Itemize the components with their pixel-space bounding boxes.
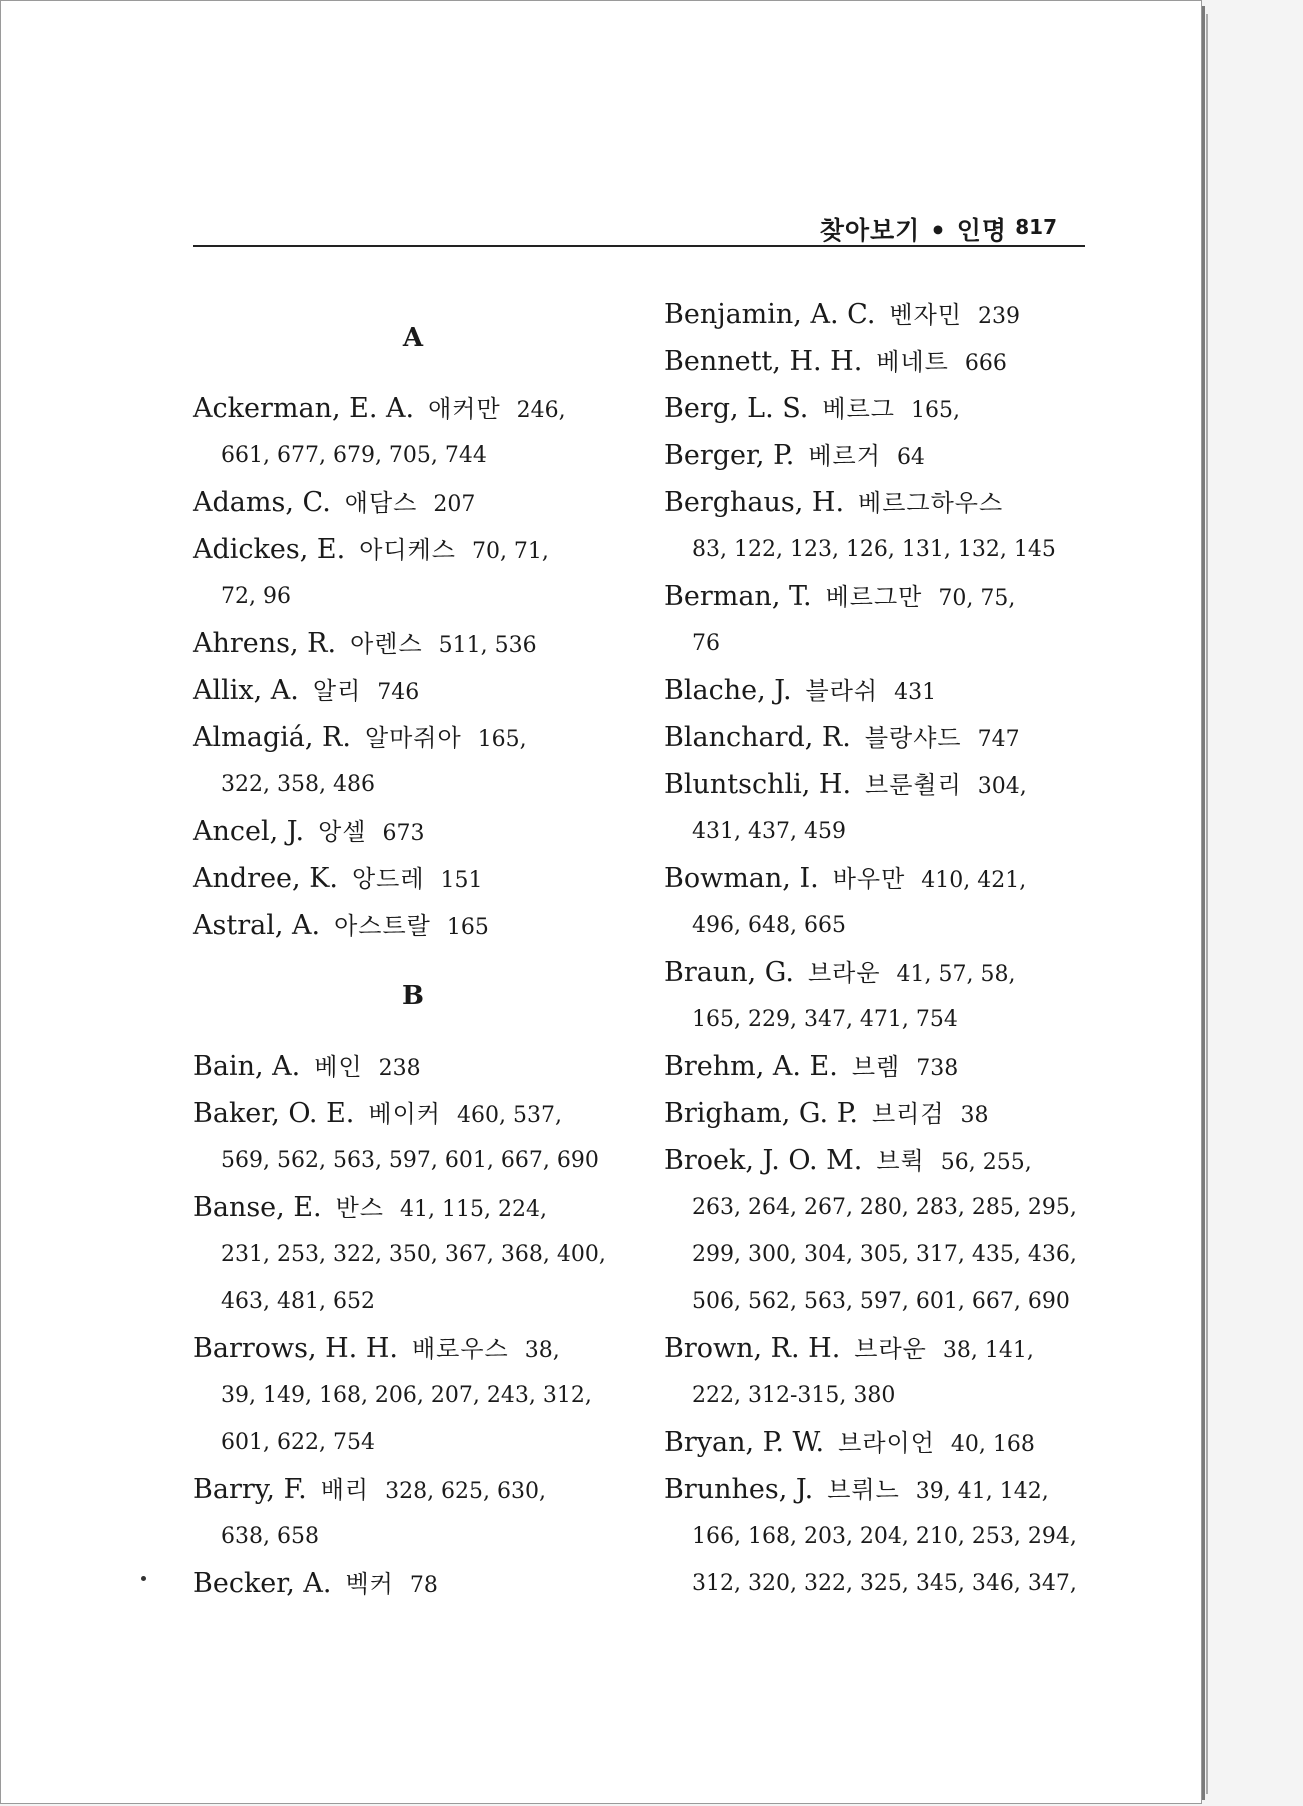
index-entry [193,808,633,855]
index-entry [193,479,633,526]
entry-name: Barrows, H. H. [193,1333,398,1364]
index-entry-continuation: 165, 229, 347, 471, 754 [692,1007,958,1032]
entry-name: Broek, J. O. M. [664,1145,863,1176]
index-entry-continuation: 222, 312-315, 380 [692,1383,896,1408]
entry-name: Blache, J. [664,675,792,706]
index-entry [193,902,633,949]
entry-korean: 바우만 [832,865,906,893]
index-entry [664,1043,1104,1090]
entry-name: Ancel, J. [193,816,305,847]
index-entry-continuation: 638, 658 [221,1524,319,1549]
entry-pages: 431 [894,680,937,705]
entry-name: Berghaus, H. [664,487,845,518]
entry-korean: 알리 [312,677,362,705]
index-entry [664,1090,1104,1137]
entry-pages: 746 [377,680,420,705]
entry-pages: 38, [524,1338,560,1363]
index-entry-continuation: 322, 358, 486 [221,772,375,797]
entry-korean: 브뤽 [876,1147,925,1175]
entry-korean: 베르거 [808,442,881,470]
entry-pages: 70, 75, [938,586,1016,611]
entry-pages: 165, [477,727,527,752]
index-entry [193,1043,633,1090]
index-entry [193,1466,633,1513]
entry-korean: 브라이언 [838,1429,935,1457]
index-column-right [664,291,1104,1607]
entry-name: Bain, A. [193,1051,301,1082]
entry-korean: 베르그하우스 [858,489,1004,517]
entry-name: Bowman, I. [664,863,819,894]
index-entry-continuation: 72, 96 [221,584,291,609]
entry-name: Berg, L. S. [664,393,809,424]
index-entry-continuation: 83, 122, 123, 126, 131, 132, 145 [692,537,1056,562]
section-letter: A [402,323,424,353]
entry-korean: 배리 [320,1476,370,1504]
entry-name: Astral, A. [193,910,321,941]
entry-name: Brown, R. H. [664,1333,841,1364]
index-column-left [193,291,633,1607]
index-entry [664,1419,1104,1466]
entry-korean: 배로우스 [411,1335,509,1363]
index-entry [193,1325,633,1372]
entry-korean: 아디케스 [359,536,456,564]
entry-pages: 151 [440,868,483,893]
entry-name: Andree, K. [193,863,338,894]
index-entry [193,620,633,667]
entry-korean: 브라운 [807,959,881,987]
entry-korean: 아스트랄 [334,912,431,940]
entry-korean: 브리검 [871,1100,945,1128]
entry-pages: 747 [977,727,1020,752]
index-entry-continuation: 661, 677, 679, 705, 744 [221,443,487,468]
index-entry-continuation: 569, 562, 563, 597, 601, 667, 690 [221,1148,599,1173]
index-entry [664,432,1104,479]
entry-pages: 304, [977,774,1027,799]
index-entry [193,1560,633,1607]
index-entry [664,479,1104,526]
entry-korean: 블라쉬 [805,677,879,705]
entry-korean: 알마쥐아 [364,724,462,752]
index-entry [664,949,1104,996]
entry-name: Adams, C. [193,487,331,518]
entry-pages: 40, 168 [950,1432,1035,1457]
index-entry-continuation: 601, 622, 754 [221,1430,375,1455]
index-entry [664,1137,1104,1184]
index-entry-continuation: 231, 253, 322, 350, 367, 368, 400, [221,1242,606,1267]
index-entry [193,526,633,573]
entry-name: Banse, E. [193,1192,322,1223]
entry-name: Brunhes, J. [664,1474,814,1505]
index-entry-continuation: 312, 320, 322, 325, 345, 346, 347, [692,1571,1077,1596]
entry-korean: 블랑샤드 [864,724,962,752]
entry-pages: 239 [977,304,1020,329]
index-entry-continuation: 431, 437, 459 [692,819,846,844]
entry-name: Blanchard, R. [664,722,851,753]
index-entry-continuation: 496, 648, 665 [692,913,846,938]
entry-korean: 베인 [314,1053,363,1081]
entry-korean: 베네트 [876,348,949,376]
entry-name: Almagiá, R. [193,722,351,753]
index-entry [664,338,1104,385]
index-entry [664,761,1104,808]
index-entry [664,855,1104,902]
index-entry [664,385,1104,432]
index-entry [664,667,1104,714]
entry-korean: 반스 [335,1194,384,1222]
index-entry [193,667,633,714]
index-entry [193,1184,633,1231]
index-entry-continuation: 506, 562, 563, 597, 601, 667, 690 [692,1289,1070,1314]
index-entry [664,714,1104,761]
section-letter: B [402,981,424,1011]
entry-pages: 38, 141, [942,1338,1034,1363]
entry-name: Brigham, G. P. [664,1098,858,1129]
entry-pages: 666 [964,351,1007,376]
entry-pages: 511, 536 [438,633,537,658]
entry-korean: 브렘 [851,1053,901,1081]
entry-name: Barry, F. [193,1474,307,1505]
header-title: 찾아보기 • 인명 [819,216,1007,245]
entry-name: Bennett, H. H. [664,346,863,377]
index-entry-continuation: 463, 481, 652 [221,1289,375,1314]
entry-korean: 베르그 [822,395,895,423]
index-entry [664,573,1104,620]
entry-name: Allix, A. [193,675,299,706]
entry-pages: 673 [382,821,425,846]
entry-pages: 41, 57, 58, [896,962,1016,987]
index-entry [664,1466,1104,1513]
entry-pages: 238 [378,1056,421,1081]
entry-pages: 738 [916,1056,959,1081]
entry-korean: 애커만 [428,395,501,423]
entry-korean: 브라운 [854,1335,927,1363]
entry-korean: 벡커 [345,1570,394,1598]
entry-pages: 410, 421, [921,868,1027,893]
entry-korean: 아렌스 [350,630,423,658]
entry-name: Bryan, P. W. [664,1427,825,1458]
page-number: 817 [1015,215,1057,239]
entry-name: Ahrens, R. [193,628,337,659]
entry-name: Benjamin, A. C. [664,299,876,330]
page-edge-shadow [1202,6,1205,1800]
index-entry-continuation: 76 [692,631,720,656]
entry-pages: 39, 41, 142, [915,1479,1049,1504]
entry-korean: 벤자민 [889,301,962,329]
entry-korean: 베르그만 [825,583,923,611]
entry-name: Braun, G. [664,957,794,988]
running-header [193,209,1085,247]
page-edge-shadow [1206,14,1208,1794]
margin-dot [141,1576,146,1581]
entry-pages: 207 [433,492,476,517]
entry-name: Berman, T. [664,581,812,612]
index-entry-continuation: 39, 149, 168, 206, 207, 243, 312, [221,1383,592,1408]
entry-pages: 246, [516,398,566,423]
entry-korean: 앙드레 [351,865,425,893]
entry-name: Ackerman, E. A. [193,393,415,424]
entry-pages: 56, 255, [940,1150,1032,1175]
entry-pages: 165, [910,398,960,423]
index-entry [664,291,1104,338]
entry-name: Brehm, A. E. [664,1051,838,1082]
index-entry [193,855,633,902]
index-entry [664,1325,1104,1372]
entry-name: Adickes, E. [193,534,346,565]
entry-korean: 베이커 [368,1100,441,1128]
entry-pages: 328, 625, 630, [385,1479,547,1504]
entry-korean: 브뤼느 [827,1476,900,1504]
index-entry-continuation: 166, 168, 203, 204, 210, 253, 294, [692,1524,1077,1549]
entry-pages: 70, 71, [471,539,549,564]
entry-name: Berger, P. [664,440,795,471]
entry-pages: 165 [446,915,489,940]
index-entry-continuation: 263, 264, 267, 280, 283, 285, 295, [692,1195,1077,1220]
index-entry-continuation: 299, 300, 304, 305, 317, 435, 436, [692,1242,1077,1267]
entry-pages: 64 [896,445,925,470]
entry-korean: 앙셀 [318,818,367,846]
entry-pages: 41, 115, 224, [400,1197,547,1222]
index-entry [193,385,633,432]
entry-name: Bluntschli, H. [664,769,852,800]
entry-pages: 38 [960,1103,989,1128]
entry-pages: 78 [409,1573,438,1598]
entry-korean: 브룬췰리 [865,771,962,799]
index-entry [193,1090,633,1137]
entry-name: Becker, A. [193,1568,332,1599]
entry-korean: 애담스 [344,489,418,517]
entry-name: Baker, O. E. [193,1098,355,1129]
index-entry [193,714,633,761]
entry-pages: 460, 537, [456,1103,562,1128]
